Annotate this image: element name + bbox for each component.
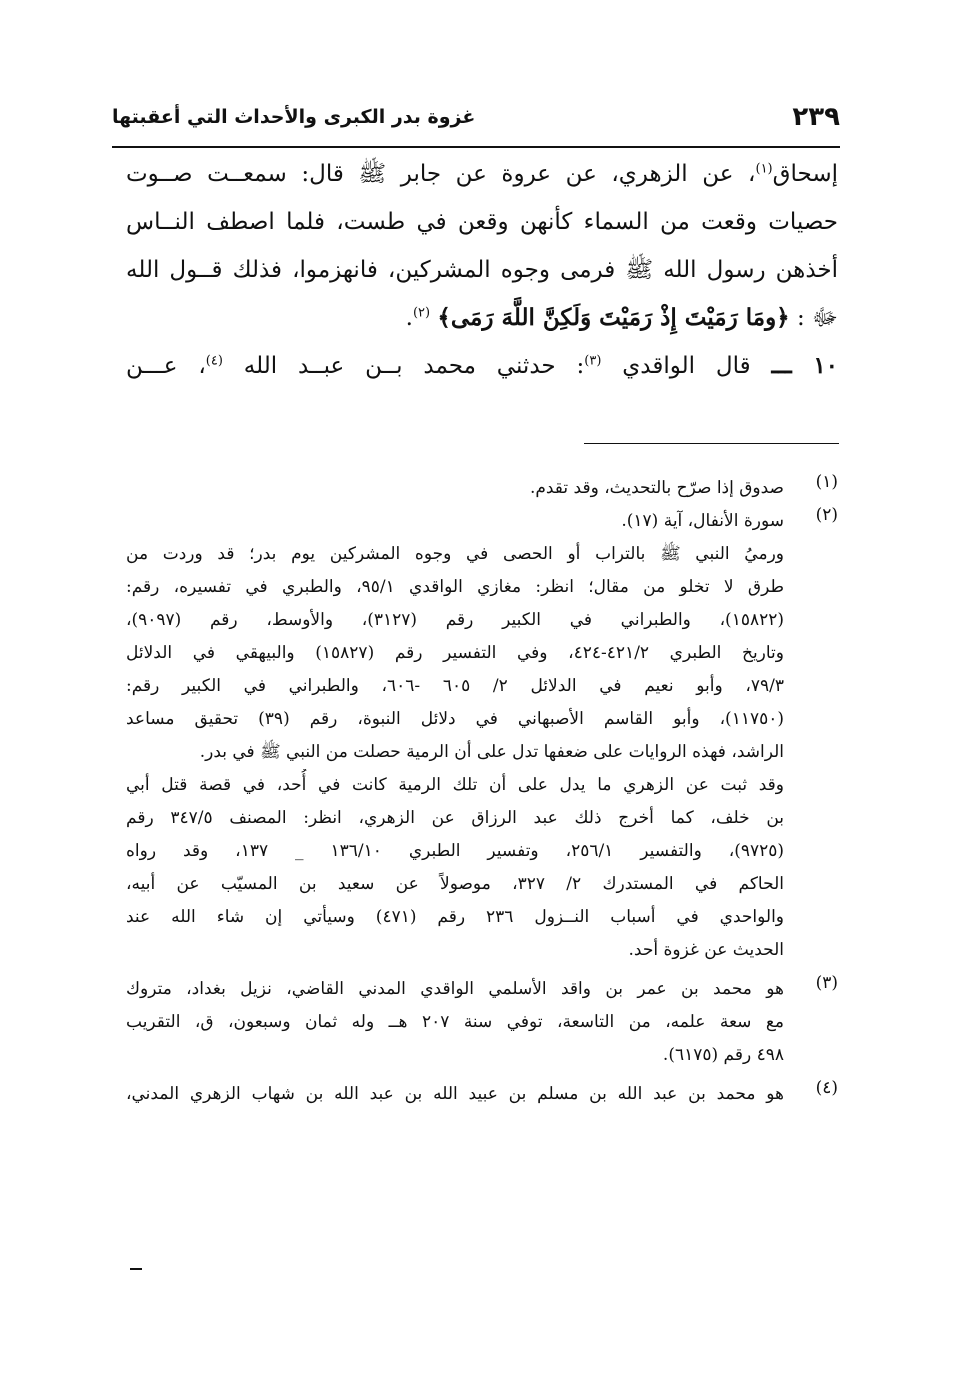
- hadith-line: [126, 342, 838, 390]
- footnote-ref: (١): [755, 161, 773, 177]
- footnote-line: والواحدي في أسباب النــزول ٢٣٦ رقم (٤٧١) وسيأتي إن شاء الله عند: [126, 907, 784, 927]
- footnote-line: (٩٧٢٥)، والتفسير ٢٥٦/١، وتفسير الطبري ١٣٦/١٠ _ ١٣٧، وقد رواه: [126, 841, 784, 861]
- footnote-ref: (٣): [584, 353, 602, 369]
- hadith-number: ١٠ ـــ: [771, 352, 838, 379]
- footnote-line: مع سعة علمه، من التاسعة، توفي سنة ٢٠٧ هــ وله ثمان وسبعون، ق، التقريب: [126, 1012, 784, 1032]
- footnote-line: الراشد، فهذه الروايات على ضعفها تدل على أن الرمية حصلت من النبي ﷺ في بدر.: [199, 742, 784, 762]
- quran-verse: ﴿ومَا رَمَيْتَ إِذْ رَمَيْتَ وَلَكِنَّ اللَّهَ رَمَى﴾: [437, 304, 790, 331]
- footnote-line: ٧٩/٣، وأبو نعيم في الدلائل ٢/ ٦٠٥ -٦٠٦، والطبراني في الكبير رقم:: [126, 676, 784, 696]
- body-text-segment: حصيات وقعت من السماء كأنهن وقعن في طست، فلما اصطف النــاس: [126, 209, 838, 235]
- body-text-segment: ، عـــن: [126, 353, 206, 379]
- quran-verse-line: [126, 294, 838, 342]
- body-line: [126, 246, 838, 294]
- footnote-line: سورة الأنفال، آية (١٧).: [621, 511, 784, 531]
- footnote-3: [126, 973, 838, 1072]
- body-text-segment: ﷻ :: [789, 305, 838, 331]
- continuation-mark: [130, 1268, 142, 1270]
- body-line: [126, 150, 838, 198]
- footnote-line: طرق لا تخلو من مقال؛ انظر: مغازي الواقدي ٩٥/١، والطبري في تفسيره، رقم:: [126, 577, 784, 597]
- footnote-line: هو محمد بن عبد الله بن مسلم بن عبيد الله بن عبد الله بن شهاب الزهري المدني،: [126, 1084, 784, 1104]
- footnote-line: الحديث عن غزوة أحد.: [628, 940, 784, 960]
- body-text-segment: إسحاق: [772, 161, 838, 187]
- footnote-ref: (٤): [205, 353, 223, 369]
- footnote-line: ورميُ النبي ﷺ بالتراب أو الحصى في وجوه المشركين يوم بدر؛ قد وردت من: [126, 544, 784, 564]
- footnote-line: (١٥٨٢٢)، والطبراني في الكبير رقم (٣١٢٧)، والأوسط، رقم (٩٠٩٧)،: [126, 610, 784, 630]
- footnote-4: [126, 1078, 838, 1111]
- footnote-ref: (٢): [412, 305, 431, 321]
- page-number: ٢٣٩: [792, 102, 840, 132]
- footnotes-section: [126, 472, 838, 1111]
- footnote-number: (٤): [815, 1078, 838, 1098]
- running-title: غزوة بدر الكبرى والأحداث التي أعقبتها: [112, 106, 476, 128]
- footnote-line: هو محمد بن عمر بن واقد الأسلمي الواقدي المدني القاضي، نزيل بغداد، متروك: [126, 979, 784, 999]
- footnote-2: [126, 505, 838, 967]
- body-text-segment: أخذهن رسول الله ﷺ فرمى وجوه المشركين، فانهزموا، فذلك قــول الله: [126, 257, 838, 283]
- body-line: [126, 198, 838, 246]
- footnote-number: (٣): [815, 973, 838, 993]
- footnote-line: بن خلف، كما أخرج ذلك عبد الرزاق عن الزهري، انظر: المصنف ٣٤٧/٥ رقم: [126, 808, 784, 828]
- footnote-line: ٤٩٨ رقم (٦١٧٥).: [662, 1045, 784, 1065]
- main-text: [126, 150, 838, 390]
- footnote-number: (١): [815, 472, 838, 492]
- footnote-line: وقد ثبت عن الزهري ما يدل على أن تلك الرمية كانت في أُحد، في قصة قتل أبي: [126, 775, 784, 795]
- page-header: [112, 100, 840, 144]
- footnote-1: [126, 472, 838, 505]
- body-text-segment: : حدثني محمد بــن عبــد الله: [243, 353, 585, 379]
- footnote-line: (١١٧٥٠)، وأبو القاسم الأصبهاني في دلائل النبوة، رقم (٣٩) تحقيق مساعد: [126, 709, 784, 729]
- footnote-number: (٢): [815, 505, 838, 525]
- footnote-line: وتاريخ الطبري ٤٢١/٢-٤٢٤، وفي التفسير رقم (١٥٨٢٧) والبيهقي في الدلائل: [126, 643, 784, 663]
- footnote-line: الحاكم في المستدرك ٢/ ٣٢٧، موصولاً عن سعيد بن المسيّب عن أبيه،: [126, 874, 784, 894]
- footnote-line: صدوق إذا صرّح بالتحديث، وقد تقدم.: [529, 478, 784, 498]
- header-divider: [112, 146, 840, 148]
- body-text-segment: .: [405, 305, 413, 331]
- body-text-segment: ، عن الزهري، عن عروة عن جابر ﷺ قال: سمعــت صــوت: [126, 161, 756, 187]
- body-text-segment: قال الواقدي: [622, 353, 751, 379]
- footnote-divider: [584, 443, 839, 444]
